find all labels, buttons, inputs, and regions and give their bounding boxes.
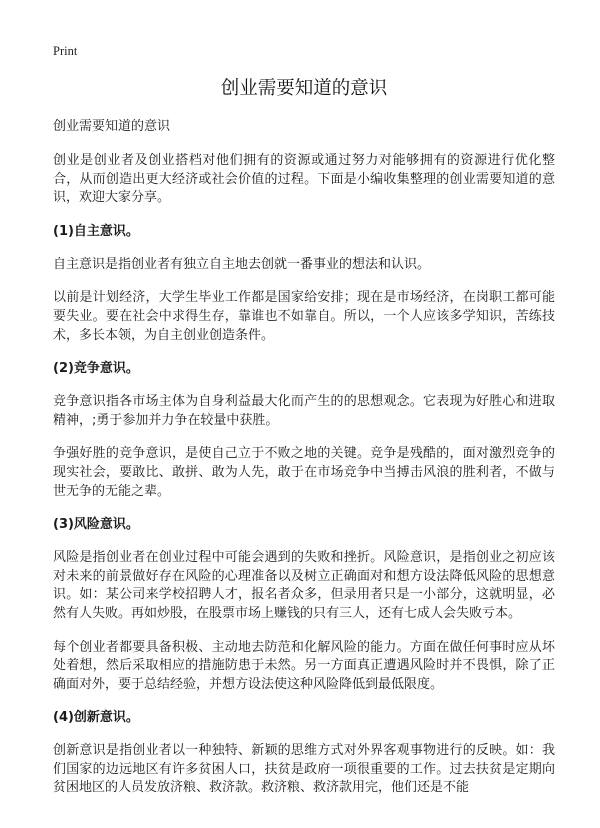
section-paragraph: 风险是指创业者在创业过程中可能会遇到的失败和挫折。风险意识，是指创业之初应该对未来的前景做好存在风险的心理准备以及树立正确面对和想方设法降低风险的思想意识。如：某公司来学校招聘人才，报名者众多，但录用者只是一小部分，这就明显，必然有人失败。再如炒股，在股票市场上赚钱的只有三人，还有七成人会失败亏本。 [53,550,555,621]
section-paragraph: 竞争意识指各市场主体为自身利益最大化而产生的的思想观念。它表现为好胜心和进取精神，;勇于参加并力争在较量中获胜。 [53,394,555,428]
section-paragraph: 创新意识是指创业者以一种独特、新颖的思维方式对外界客观事物进行的反映。如：我们国家的边远地区有许多贫困人口，扶贫是政府一项很重要的工作。过去扶贫是定期向贫困地区的人员发放济粮、救济款。救济粮、救济款用完，他们还是不能 [53,743,555,796]
section-paragraph: 以前是计划经济，大学生毕业工作都是国家给安排；现在是市场经济，在岗职工都可能要失业。要在社会中求得生存，靠谁也不如靠自。所以，一个人应该多学知识，苦练技术，多长本领，为自主创业创造条件。 [53,290,555,343]
print-link[interactable]: Print [53,44,78,58]
section-autonomy [53,223,555,345]
document-title: 创业需要知道的意识 [220,78,388,99]
section-competition [53,360,555,501]
section-heading: (3)风险意识。 [53,517,139,533]
section-heading: (2)竞争意识。 [53,361,139,377]
section-heading: (1)自主意识。 [53,223,139,239]
intro-paragraph: 创业是创业者及创业搭档对他们拥有的资源或通过努力对能够拥有的资源进行优化整合，从而创造出更大经济或社会价值的过程。下面是小编收集整理的创业需要知道的意识，欢迎大家分享。 [53,153,555,206]
section-paragraph: 自主意识是指创业者有独立自主地去创就一番事业的想法和认识。 [53,256,431,272]
document-subtitle: 创业需要知道的意识 [53,119,171,134]
section-risk [53,516,555,694]
section-paragraph: 争强好胜的竞争意识，是使自己立于不败之地的关键。竞争是残酷的，面对激烈竞争的现实社会，要敢比、敢拼、敢为人先，敢于在市场竞争中当搏击风浪的胜利者，不做与世无争的无能之辈。 [53,446,555,499]
section-heading: (4)创新意识。 [53,710,139,726]
section-paragraph: 每个创业者都要具备积极、主动地去防范和化解风险的能力。方面在做任何事时应从坏处着想，然后采取相应的措施防患于未然。另一方面真正遭遇风险时并不畏惧，除了正确面对外，要于总结经验，并想方设法使这种风险降低到最低限度。 [53,639,555,692]
section-innovation [53,709,555,798]
